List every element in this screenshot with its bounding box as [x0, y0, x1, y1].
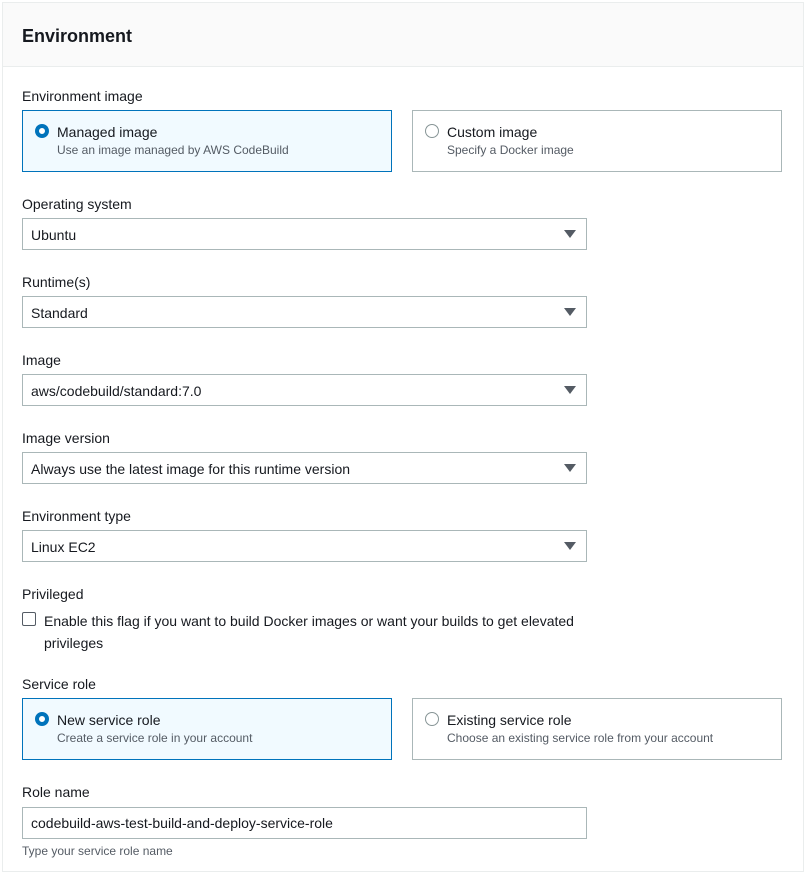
image-value: aws/codebuild/standard:7.0: [31, 383, 202, 399]
image-version-label: Image version: [22, 430, 110, 446]
image-version-select[interactable]: [22, 452, 587, 484]
custom-image-option[interactable]: [412, 110, 782, 172]
environment-type-value: Linux EC2: [31, 539, 96, 555]
operating-system-value: Ubuntu: [31, 227, 77, 243]
environment-type-select[interactable]: [22, 530, 587, 562]
radio-unselected-icon[interactable]: [425, 712, 439, 726]
runtime-label: Runtime(s): [22, 274, 91, 290]
caret-down-icon: [564, 464, 576, 472]
radio-selected-icon[interactable]: [35, 124, 49, 138]
managed-image-description: Use an image managed by AWS CodeBuild: [57, 143, 289, 157]
new-service-role-title: New service role: [57, 712, 161, 728]
new-service-role-description: Create a service role in your account: [57, 731, 253, 745]
operating-system-label: Operating system: [22, 196, 132, 212]
custom-image-description: Specify a Docker image: [447, 143, 574, 157]
new-service-role-option[interactable]: [22, 698, 392, 760]
role-name-input[interactable]: [23, 808, 586, 838]
managed-image-title: Managed image: [57, 124, 158, 140]
caret-down-icon: [564, 542, 576, 550]
image-label: Image: [22, 352, 61, 368]
managed-image-option[interactable]: [22, 110, 392, 172]
privileged-label: Privileged: [22, 586, 84, 602]
existing-service-role-option[interactable]: [412, 698, 782, 760]
environment-image-label: Environment image: [22, 88, 143, 104]
environment-type-label: Environment type: [22, 508, 131, 524]
operating-system-select[interactable]: [22, 218, 587, 250]
service-role-label: Service role: [22, 676, 96, 692]
privileged-checkbox-label[interactable]: Enable this flag if you want to build Docker images or want your builds to get elevated privileges: [44, 613, 574, 651]
caret-down-icon: [564, 386, 576, 394]
radio-unselected-icon[interactable]: [425, 124, 439, 138]
panel-header: [3, 3, 803, 67]
image-select[interactable]: [22, 374, 587, 406]
role-name-label: Role name: [22, 784, 90, 800]
caret-down-icon: [564, 308, 576, 316]
radio-selected-icon[interactable]: [35, 712, 49, 726]
caret-down-icon: [564, 230, 576, 238]
role-name-hint: Type your service role name: [22, 844, 173, 858]
privileged-checkbox[interactable]: [22, 612, 36, 626]
role-name-field[interactable]: [22, 807, 587, 839]
custom-image-title: Custom image: [447, 124, 538, 140]
runtime-value: Standard: [31, 305, 88, 321]
existing-service-role-description: Choose an existing service role from your account: [447, 731, 714, 745]
image-version-value: Always use the latest image for this runtime version: [31, 461, 351, 477]
section-title: Environment: [22, 26, 133, 46]
existing-service-role-title: Existing service role: [447, 712, 572, 728]
runtime-select[interactable]: [22, 296, 587, 328]
